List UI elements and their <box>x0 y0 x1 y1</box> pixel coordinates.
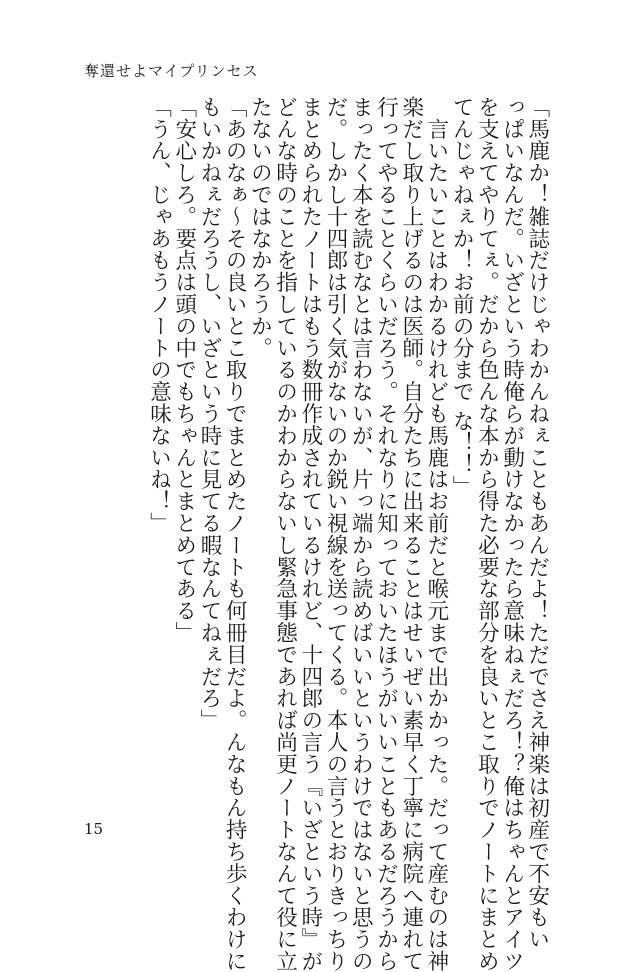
running-header-title: 奪還せよマイプリンセス <box>84 62 259 80</box>
text-line: 楽だし取り上げるのは医師。自分たちに出来ることはせいぜい素早く丁寧に病院へ連れて <box>398 96 424 972</box>
text-line: どんな時のことを指しているのかわからないし緊急事態であれば尚更ノートなんて役に立 <box>272 96 298 972</box>
text-line: たないのではなかろうか。 <box>247 96 273 359</box>
text-line: 言いたいことはわかるけれども馬鹿はお前だと喉元まで出かかった。だって産むのは神 <box>423 96 449 972</box>
text-line: 「あのなぁ～その良いとこ取りでまとめたノートも何冊目だよ。んなもん持ち歩くわけに <box>222 96 248 972</box>
text-line: てんじゃねぇか！お前の分まで な！！」 <box>449 96 475 498</box>
text-line: 行ってやることくらいだろう。それなりに知っておいたほうがいいこともあるだろうから <box>373 96 399 972</box>
text-line: まとめられたノートはもう数冊作成されているけれど、十四郎の言う『いざという時』が <box>297 96 323 972</box>
vertical-text-body <box>146 96 550 972</box>
text-line: まったく本を読むなとは言わないが、片っ端から読めばいいというわけではないと思うの <box>348 96 374 972</box>
text-line: 「安心しろ。要点は頭の中でもちゃんとまとめてある」 <box>171 96 197 644</box>
text-line: っぱいなんだ。いざという時俺らが動けなかったら意味ねぇだろ！？俺はちゃんとアイツ <box>499 96 525 972</box>
text-line: 「うん、じゃあもうノートの意味ないね！」 <box>146 96 172 534</box>
text-line: だ。しかし十四郎は引く気がないのか鋭い視線を送ってくる。本人の言うとおりきっちり <box>323 96 349 972</box>
text-line: もいかねぇだろうし、いざという時に見てる暇なんてねぇだろ」 <box>196 96 222 732</box>
text-line: を支えてやりてぇ。だから色んな本から得た必要な部分を良いとこ取りでノートにまとめ <box>474 96 500 972</box>
text-line: 「馬鹿か！雑誌だけじゃわかんねぇこともあんだよ！ただでさえ神楽は初産で不安もい <box>524 96 550 951</box>
page-number: 15 <box>84 820 104 838</box>
